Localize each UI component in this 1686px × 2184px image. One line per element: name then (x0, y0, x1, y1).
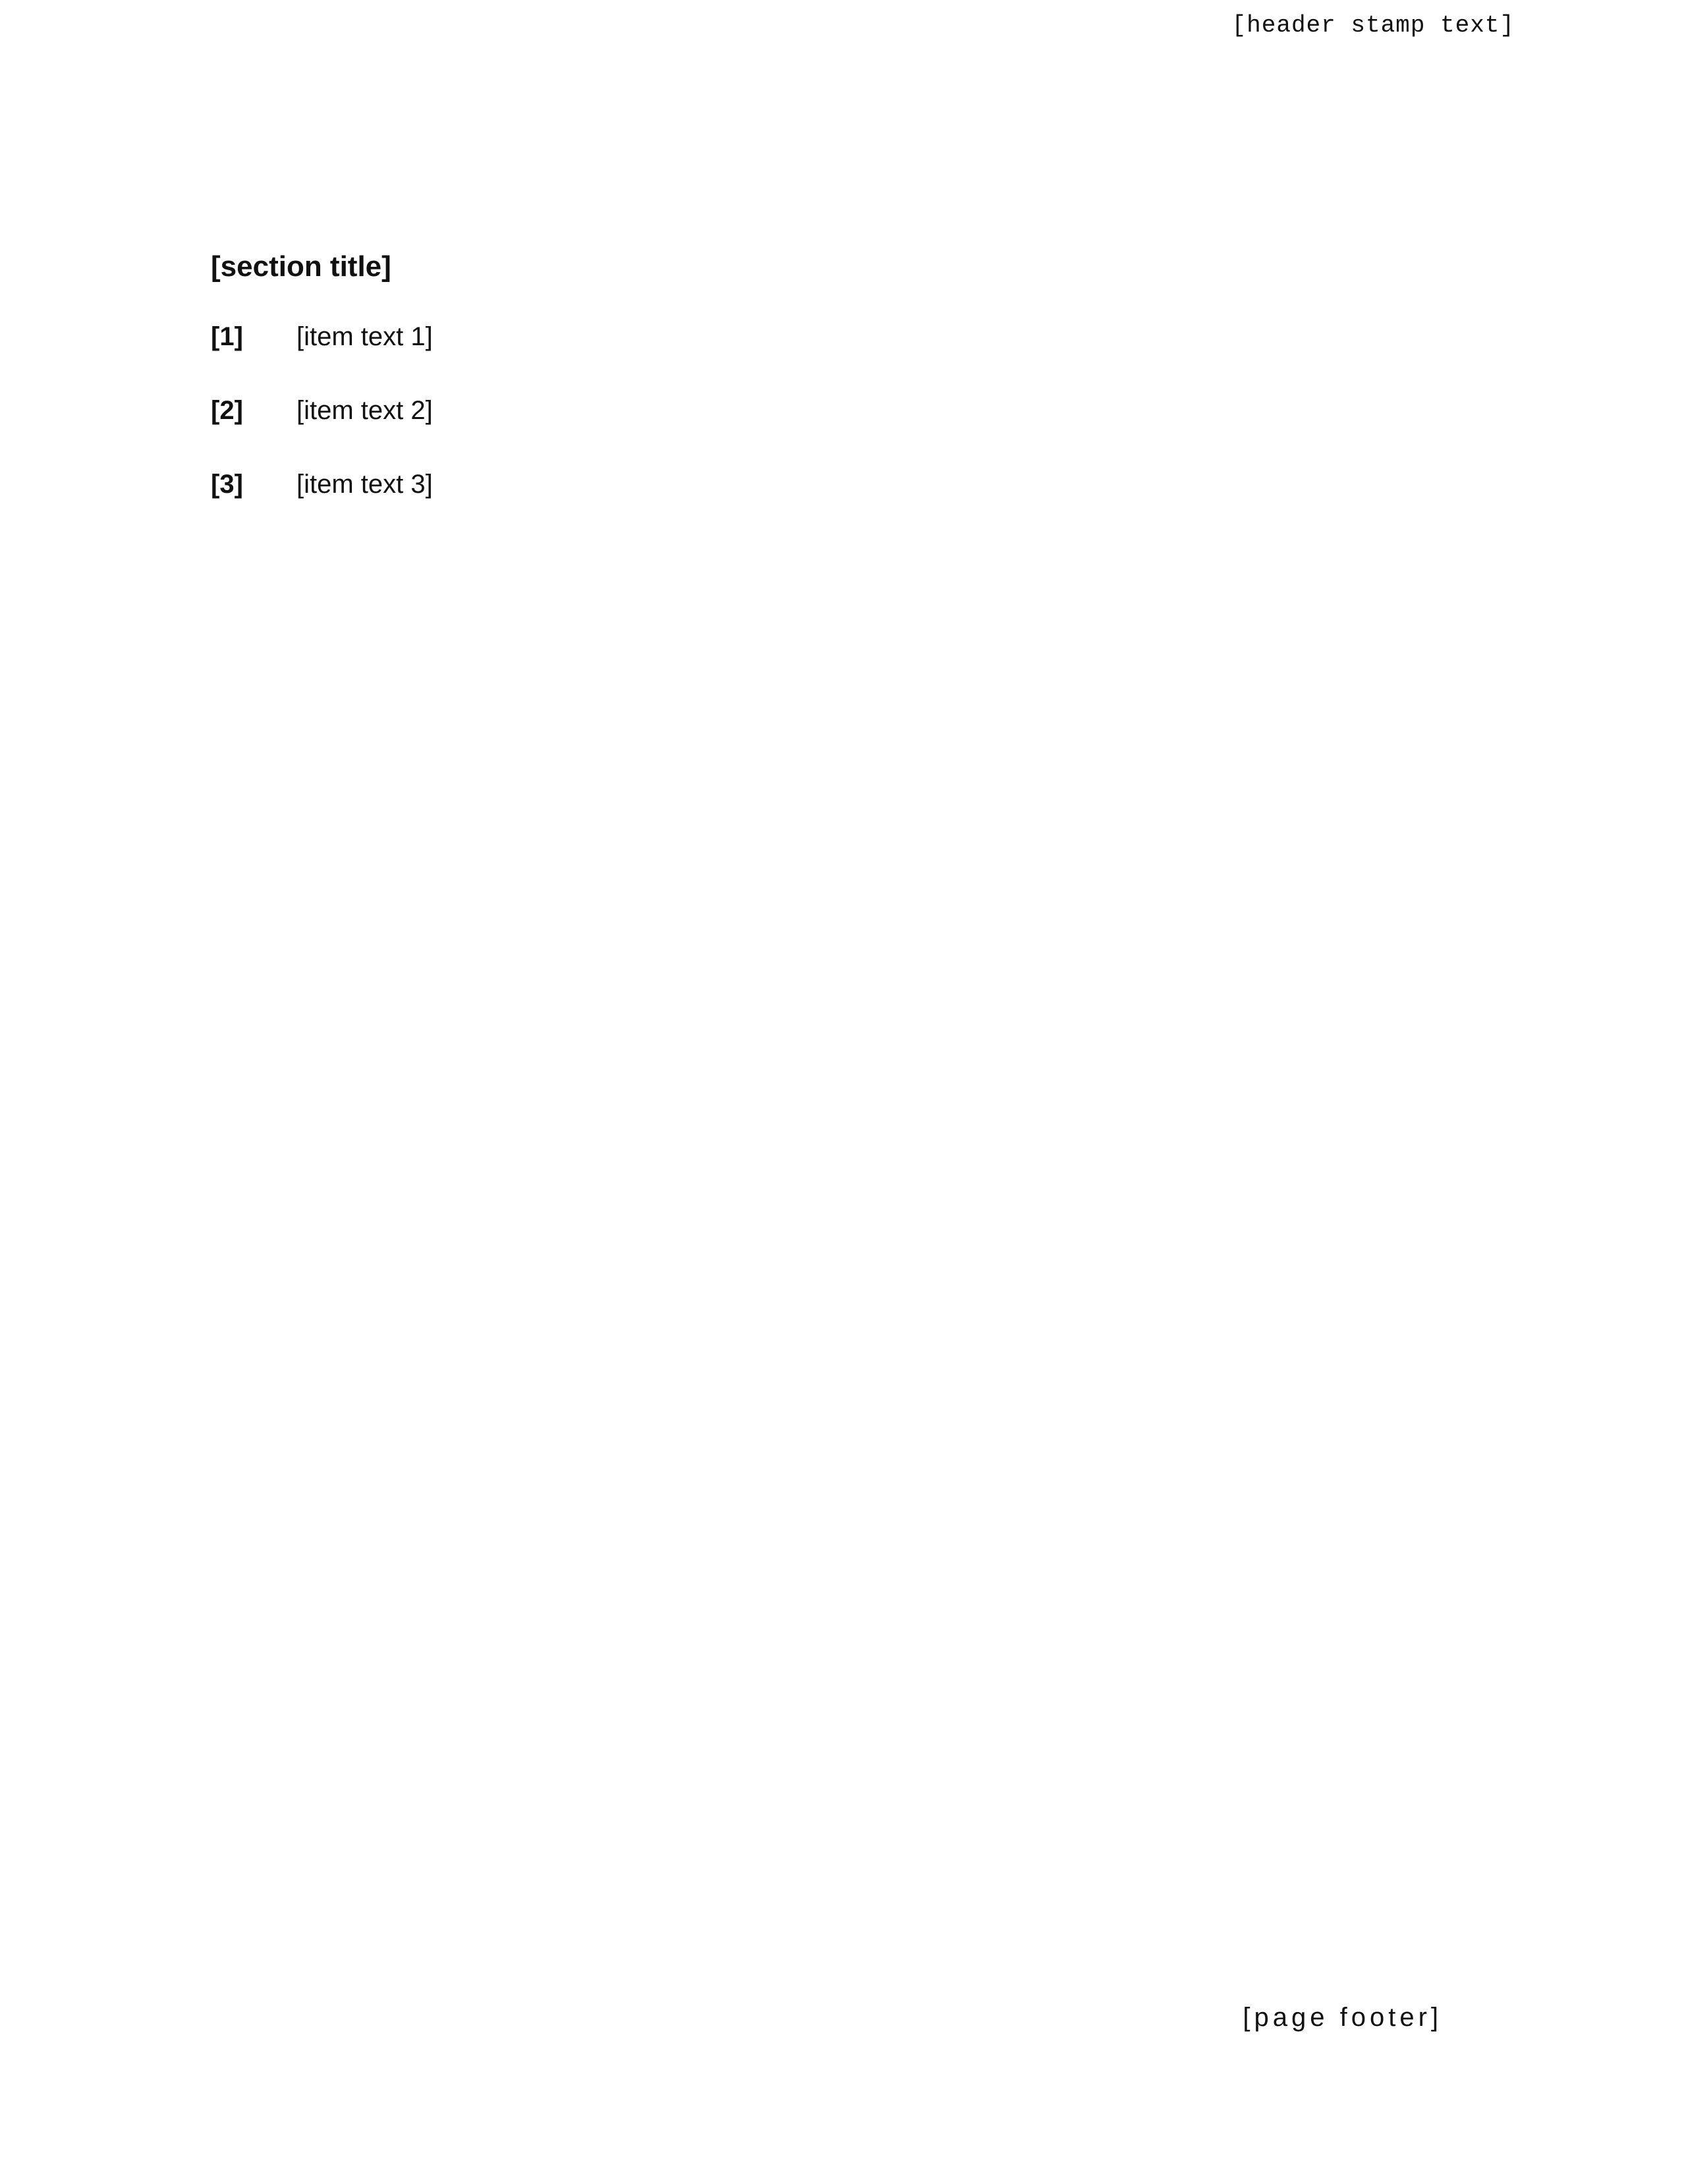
list-item (211, 316, 1442, 357)
item-label: [3] (211, 470, 243, 499)
header-stamp: [header stamp text] (1231, 12, 1515, 39)
item-label: [1] (211, 322, 243, 351)
item-text: [item text 2] (296, 396, 433, 425)
item-label: [2] (211, 396, 243, 425)
section-title: [section title] (211, 250, 391, 283)
list-item (211, 390, 1442, 431)
item-text: [item text 1] (296, 322, 433, 351)
list-item (211, 464, 1442, 505)
document-body (211, 250, 1442, 538)
item-text: [item text 3] (296, 470, 433, 499)
page-footer: [page footer] (1243, 2003, 1442, 2032)
